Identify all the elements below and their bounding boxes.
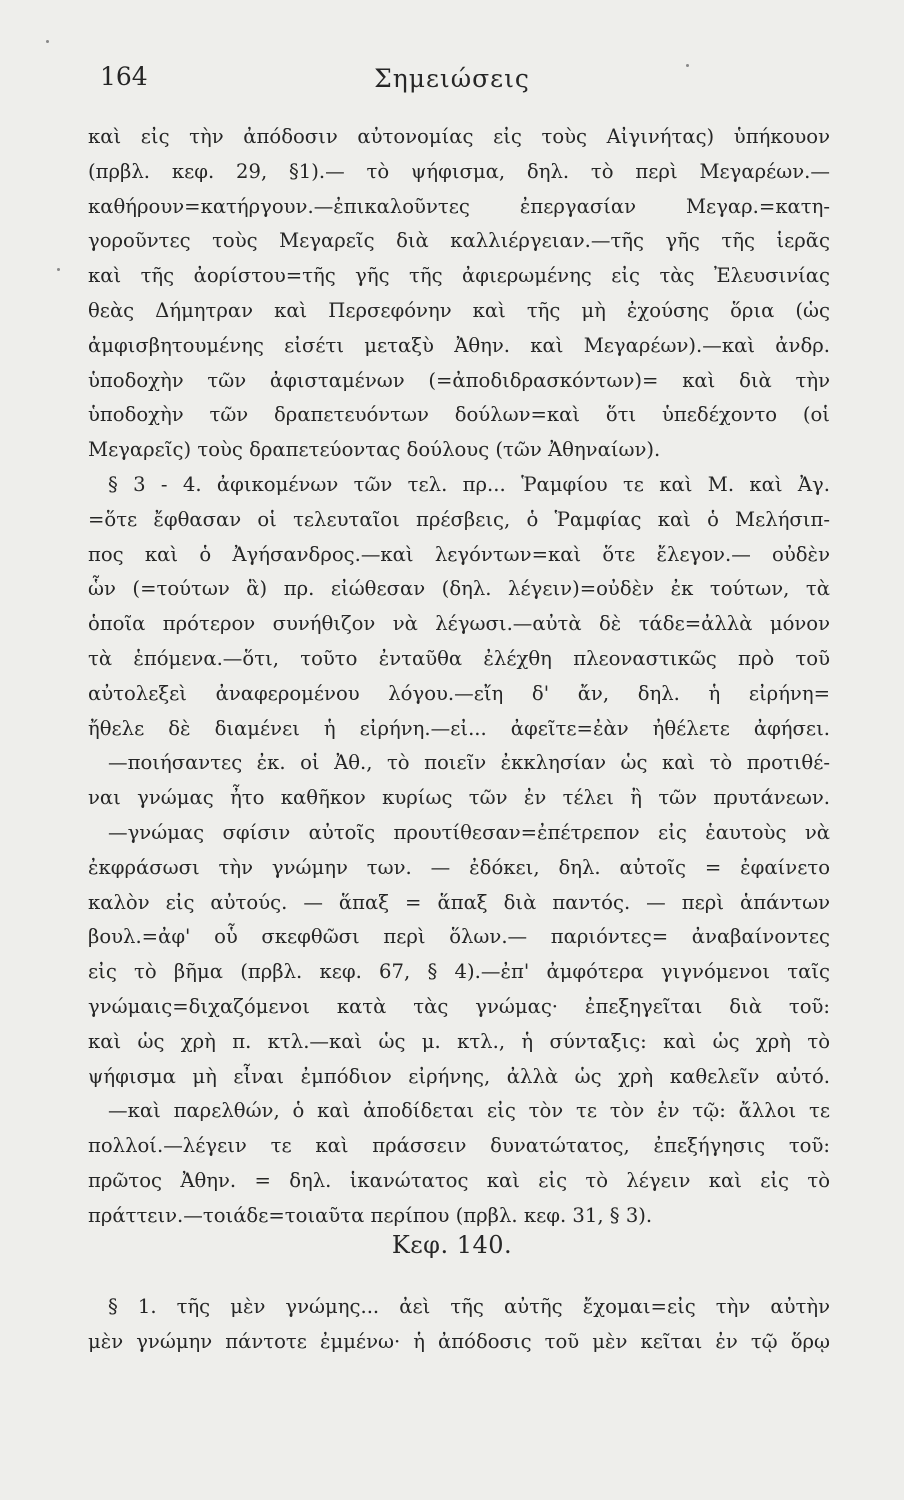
text-line: εἰς τὸ βῆμα (πρβλ. κεφ. 67, § 4).—ἐπ' ἀμφότερα γιγνόμενοι ταῖς <box>88 960 830 984</box>
text-line: —καὶ παρελθών, ὁ καὶ ἀποδίδεται εἰς τὸν τε τὸν ἐν τῷ: ἄλλοι τε <box>108 1099 830 1123</box>
text-line: καθήρουν=κατήργουν.—ἐπικαλοῦντες ἐπεργασίαν Μεγαρ.=κατη- <box>88 194 830 218</box>
text-line: γοροῦντες τοὺς Μεγαρεῖς διὰ καλλιέργειαν.—τῆς γῆς τῆς ἱερᾶς <box>88 229 830 253</box>
text-line: Μεγαρεῖς) τοὺς δραπετεύοντας δούλους (τῶν Ἀθηναίων). <box>88 438 661 462</box>
text-line: ναι γνώμας ἦτο καθῆκον κυρίως τῶν ἐν τέλει ἢ τῶν πρυτάνεων. <box>88 786 830 810</box>
text-line: § 3 - 4. ἀφικομένων τῶν τελ. πρ... Ῥαμφίου τε καὶ Μ. καὶ Ἀγ. <box>108 472 830 496</box>
text-line: καὶ ὡς χρὴ π. κτλ.—καὶ ὡς μ. κτλ., ἡ σύνταξις: καὶ ὡς χρὴ τὸ <box>88 1029 830 1053</box>
text-line: (πρβλ. κεφ. 29, §1).— τὸ ψήφισμα, δηλ. τὸ περὶ Μεγαρέων.— <box>88 159 830 183</box>
page-number: 164 <box>100 62 148 91</box>
text-line: πολλοί.—λέγειν τε καὶ πράσσειν δυνατώτατος, ἐπεξήγησις τοῦ: <box>88 1134 830 1158</box>
chapter-heading: Κεφ. 140. <box>391 1231 513 1259</box>
text-line: ὑποδοχὴν τῶν δραπετευόντων δούλων=καὶ ὅτι ὑπεδέχοντο (οἱ <box>88 403 830 427</box>
text-line: ὑποδοχὴν τῶν ἀφισταμένων (=ἀποδιδρασκόντων)= καὶ διὰ τὴν <box>88 368 830 392</box>
paper-speck <box>46 40 49 43</box>
paper-speck <box>57 268 60 271</box>
section-body <box>88 1290 830 1360</box>
running-title: Σημειώσεις <box>374 64 530 93</box>
text-line: αὐτολεξεὶ ἀναφερομένου λόγου.—εἴη δ' ἄν, δηλ. ἡ εἰρήνη= <box>88 681 830 705</box>
text-line: ἤθελε δὲ διαμένει ἡ εἰρήνη.—εἰ... ἀφεῖτε=ἐὰν ἠθέλετε ἀφήσει. <box>88 716 830 740</box>
text-line: ἀμφισβητουμένης εἰσέτι μεταξὺ Ἀθην. καὶ Μεγαρέων).—καὶ ἀνδρ. <box>88 333 830 357</box>
text-line: ὁποῖα πρότερον συνήθιζον νὰ λέγωσι.—αὐτὰ δὲ τάδε=ἀλλὰ μόνον <box>88 612 830 636</box>
text-line: —ποιήσαντες ἐκ. οἱ Ἀθ., τὸ ποιεῖν ἐκκλησίαν ὡς καὶ τὸ προτιθέ- <box>108 751 830 775</box>
text-line: πρῶτος Ἀθην. = δηλ. ἱκανώτατος καὶ εἰς τὸ λέγειν καὶ εἰς τὸ <box>88 1168 830 1192</box>
text-line: βουλ.=ἀφ' οὗ σκεφθῶσι περὶ ὅλων.— παριόντες= ἀναβαίνοντες <box>88 925 830 949</box>
text-line: ὧν (=τούτων ἃ) πρ. εἰώθεσαν (δηλ. λέγειν)=οὐδὲν ἐκ τούτων, τὰ <box>88 577 830 601</box>
text-line: =ὅτε ἔφθασαν οἱ τελευταῖοι πρέσβεις, ὁ Ῥαμφίας καὶ ὁ Μελήσιπ- <box>88 507 830 531</box>
text-line: γνώμαις=διχαζόμενοι κατὰ τὰς γνώμας· ἐπεξηγεῖται διὰ τοῦ: <box>88 994 830 1018</box>
text-line: μὲν γνώμην πάντοτε ἐμμένω· ἡ ἀπόδοσις τοῦ μὲν κεῖται ἐν τῷ ὅρῳ <box>88 1329 830 1353</box>
text-line: καὶ τῆς ἀορίστου=τῆς γῆς τῆς ἀφιερωμένης εἰς τὰς Ἐλευσινίας <box>88 264 830 288</box>
text-line: καλὸν εἰς αὐτούς. — ἅπαξ = ἅπαξ διὰ παντός. — περὶ ἁπάντων <box>88 890 830 914</box>
text-line: ἐκφράσωσι τὴν γνώμην των. — ἐδόκει, δηλ. αὐτοῖς = ἐφαίνετο <box>88 855 830 879</box>
text-line: πράττειν.—τοιάδε=τοιαῦτα περίπου (πρβλ. κεφ. 31, § 3). <box>88 1203 653 1227</box>
text-line: θεὰς Δήμητραν καὶ Περσεφόνην καὶ τῆς μὴ ἐχούσης ὅρια (ὡς <box>88 298 830 322</box>
text-line: ψήφισμα μὴ εἶναι ἐμπόδιον εἰρήνης, ἀλλὰ ὡς χρὴ καθελεῖν αὐτό. <box>88 1064 830 1088</box>
notes-body <box>88 120 830 1234</box>
text-line: πος καὶ ὁ Ἀγήσανδρος.—καὶ λεγόντων=καὶ ὅτε ἔλεγον.— οὐδὲν <box>88 542 830 566</box>
text-line: —γνώμας σφίσιν αὐτοῖς προυτίθεσαν=ἐπέτρεπον εἰς ἑαυτοὺς νὰ <box>108 820 830 844</box>
text-line: καὶ εἰς τὴν ἀπόδοσιν αὐτονομίας εἰς τοὺς Αἰγινήτας) ὑπήκουον <box>88 125 830 148</box>
text-line: § 1. τῆς μὲν γνώμης... ἀεὶ τῆς αὐτῆς ἔχομαι=εἰς τὴν αὐτὴν <box>108 1295 830 1318</box>
text-line: τὰ ἑπόμενα.—ὅτι, τοῦτο ἐνταῦθα ἐλέχθη πλεοναστικῶς πρὸ τοῦ <box>88 646 830 670</box>
